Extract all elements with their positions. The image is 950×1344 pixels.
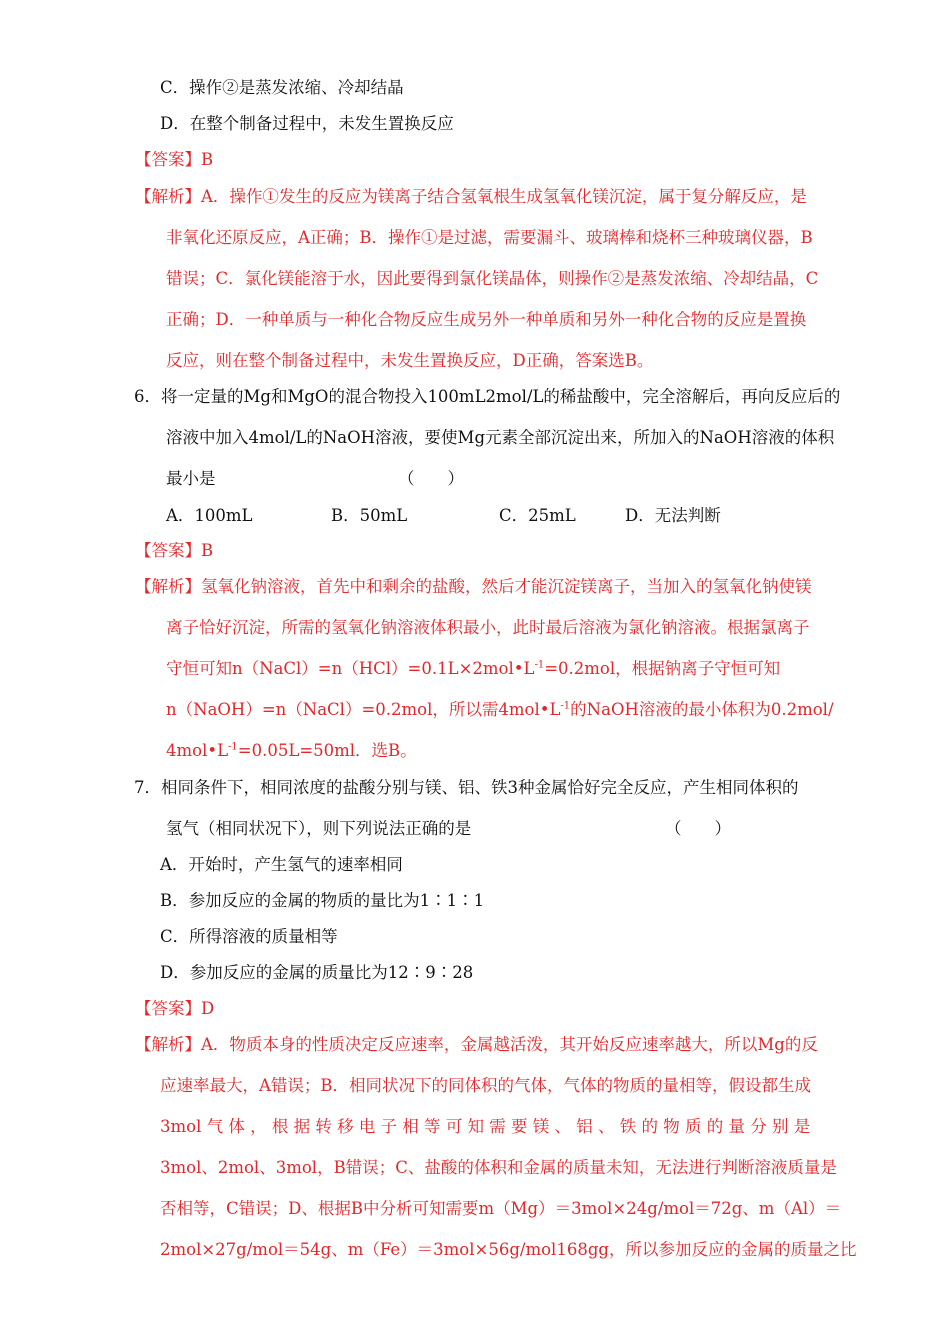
q6-option-b: B．50mL	[331, 506, 408, 525]
q7-analysis-line-5: 否相等，C错误；D、根据B中分析可知需要m（Mg）＝3mol×24g/mol＝72g、m（Al）＝	[160, 1199, 842, 1218]
q7-option-c: C．所得溶液的质量相等	[160, 927, 338, 946]
q5-analysis-line-3: 错误；C．氯化镁能溶于水，因此要得到氯化镁晶体，则操作②是蒸发浓缩、冷却结晶，C	[166, 269, 819, 288]
q5-analysis-line-1	[135, 186, 807, 208]
q7-analysis-line-4: 3mol、2mol、3mol，B错误；C、盐酸的体积和金属的质量未知，无法进行判断溶液质量是	[160, 1158, 837, 1177]
q6-analysis-line-1	[135, 576, 812, 598]
q7-stem-line-2: 氢气（相同状况下），则下列说法正确的是	[166, 819, 472, 838]
q7-stem-line-1: 7．相同条件下，相同浓度的盐酸分别与镁、铝、铁3种金属恰好完全反应，产生相同体积的	[134, 778, 799, 797]
q7-analysis-line-2: 应速率最大，A错误；B．相同状况下的同体积的气体，气体的物质的量相等，假设都生成	[160, 1076, 812, 1095]
q5-analysis-line-4: 正确；D．一种单质与一种化合物反应生成另外一种单质和另外一种化合物的反应是置换	[166, 310, 807, 329]
analysis-text: =0.2mol，根据钠离子守恒可知	[544, 659, 781, 678]
analysis-text: =0.05L=50ml．选B。	[237, 741, 417, 760]
q6-answer-line	[135, 540, 213, 562]
q6-answer: B	[201, 541, 214, 560]
q5-answer-line	[135, 149, 213, 171]
answer-tag: 【答案】	[135, 541, 201, 560]
analysis-text: 的NaOH溶液的最小体积为0.2mol/	[570, 700, 834, 719]
q6-analysis-line-5	[166, 740, 417, 762]
analysis-text: 氢氧化钠溶液，首先中和剩余的盐酸，然后才能沉淀镁离子，当加入的氢氧化钠使镁	[201, 577, 812, 596]
q7-option-b: B．参加反应的金属的物质的量比为1∶1∶1	[160, 891, 485, 910]
q7-answer-line	[135, 998, 214, 1020]
analysis-text: 守恒可知n（NaCl）=n（HCl）=0.1L×2mol•L	[166, 659, 535, 678]
analysis-text: A．物质本身的性质决定反应速率，金属越活泼，其开始反应速率越大，所以Mg的反	[201, 1035, 818, 1054]
superscript: -1	[228, 741, 238, 753]
analysis-tag: 【解析】	[135, 187, 201, 206]
answer-tag: 【答案】	[135, 150, 201, 169]
answer-tag: 【答案】	[135, 999, 201, 1018]
q6-option-c: C．25mL	[499, 506, 576, 525]
analysis-text: A．操作①发生的反应为镁离子结合氢氧根生成氢氧化镁沉淀，属于复分解反应，是	[201, 187, 807, 206]
q7-analysis-line-1	[135, 1034, 818, 1056]
q6-analysis-line-3	[166, 658, 780, 680]
q7-option-d: D．参加反应的金属的质量比为12∶9∶28	[160, 963, 474, 982]
q5-analysis-line-2: 非氧化还原反应，A正确；B．操作①是过滤，需要漏斗、玻璃棒和烧杯三种玻璃仪器，B	[166, 228, 813, 247]
superscript: -1	[534, 659, 545, 671]
analysis-tag: 【解析】	[135, 577, 201, 596]
q6-stem-line-1: 6．将一定量的Mg和MgO的混合物投入100mL2mol/L的稀盐酸中，完全溶解后，再向反应后的	[134, 387, 841, 406]
q6-stem-line-3: 最小是	[166, 469, 216, 488]
superscript: -1	[560, 700, 571, 712]
q5-analysis-line-5: 反应，则在整个制备过程中，未发生置换反应，D正确，答案选B。	[166, 351, 654, 370]
analysis-text: n（NaOH）=n（NaCl）=0.2mol，所以需4mol•L	[166, 700, 561, 719]
q5-option-d: D．在整个制备过程中，未发生置换反应	[160, 114, 454, 133]
q6-analysis-line-2: 离子恰好沉淀，所需的氢氧化钠溶液体积最小，此时最后溶液为氯化钠溶液。根据氯离子	[166, 618, 810, 637]
analysis-tag: 【解析】	[135, 1035, 201, 1054]
q7-analysis-line-6: 2mol×27g/mol＝54g、m（Fe）＝3mol×56g/mol168gg，所以参加反应的金属的质量之比	[160, 1240, 857, 1259]
q7-analysis-line-3: 3mol 气 体 ， 根 据 转 移 电 子 相 等 可 知 需 要 镁 、 铝 、 铁 的 物 质 的 量 分 别 是	[160, 1117, 811, 1136]
analysis-text: 4mol•L	[166, 741, 229, 760]
q6-stem-line-2: 溶液中加入4mol/L的NaOH溶液，要使Mg元素全部沉淀出来，所加入的NaOH溶液的体积	[166, 428, 835, 447]
q7-option-a: A．开始时，产生氢气的速率相同	[160, 855, 403, 874]
q6-analysis-line-4	[166, 699, 834, 721]
q5-option-c: C．操作②是蒸发浓缩、冷却结晶	[160, 78, 404, 97]
q5-answer: B	[201, 150, 214, 169]
q7-answer: D	[201, 999, 215, 1018]
q6-answer-bracket: （ ）	[398, 469, 464, 488]
q6-option-d: D．无法判断	[625, 506, 721, 525]
q6-option-a: A．100mL	[166, 506, 253, 525]
q7-answer-bracket: （ ）	[665, 819, 731, 838]
